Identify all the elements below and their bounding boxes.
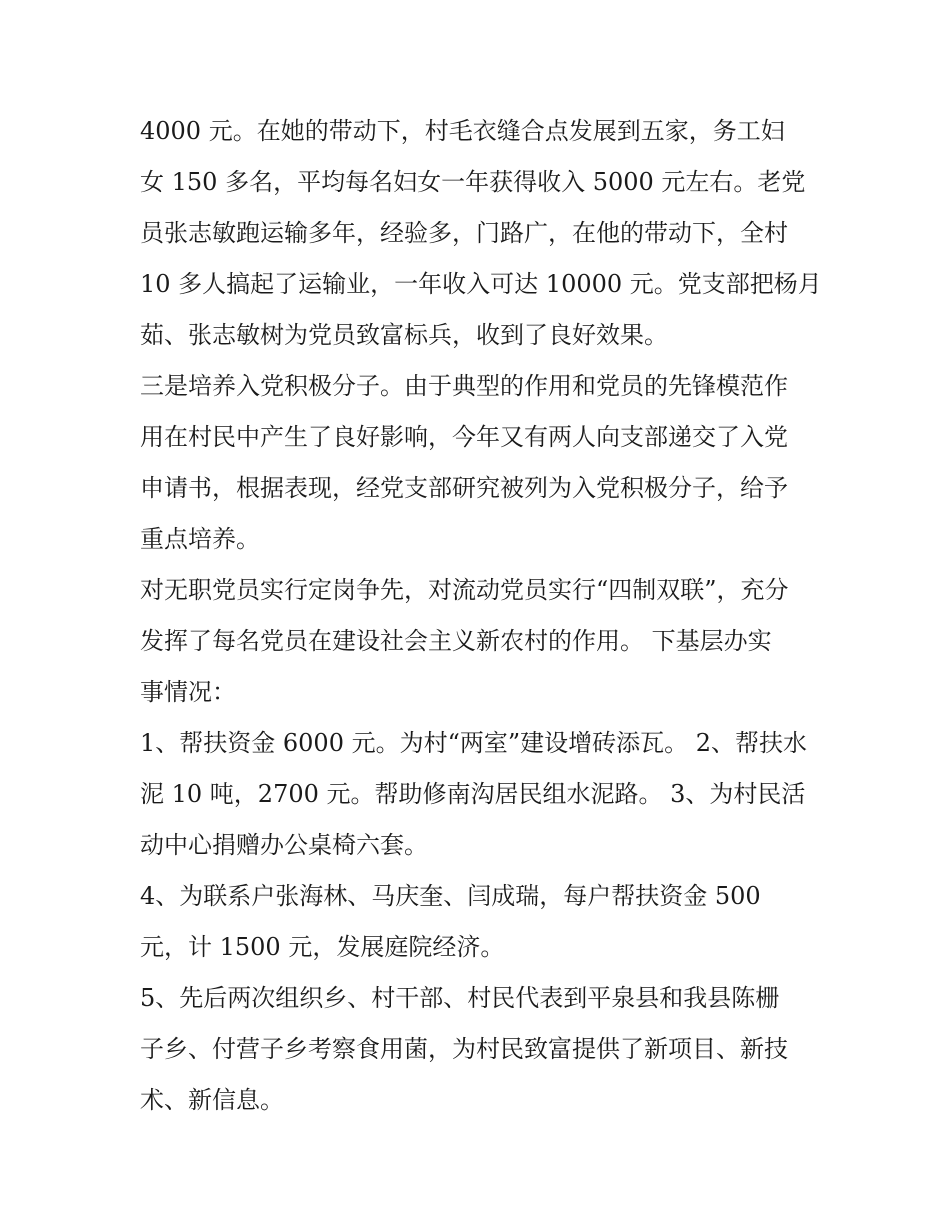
text-line: 4000 元。在她的带动下，村毛衣缝合点发展到五家，务工妇 <box>140 117 785 145</box>
text-line: 10 多人搞起了运输业，一年收入可达 10000 元。党支部把杨月 <box>140 270 822 298</box>
text-line: 1、帮扶资金 6000 元。为村“两室”建设增砖添瓦。 2、帮扶水 <box>140 729 808 757</box>
text-line: 茹、张志敏树为党员致富标兵，收到了良好效果。 <box>140 321 668 349</box>
text-line: 发挥了每名党员在建设社会主义新农村的作用。 下基层办实 <box>140 627 772 655</box>
text-line: 女 150 多名，平均每名妇女一年获得收入 5000 元左右。老党 <box>140 168 806 196</box>
text-line: 4、为联系户张海林、马庆奎、闫成瑞，每户帮扶资金 500 <box>140 882 761 910</box>
text-line: 重点培养。 <box>140 525 260 553</box>
text-line: 对无职党员实行定岗争先，对流动党员实行“四制双联”，充分 <box>140 576 789 604</box>
text-line: 泥 10 吨，2700 元。帮助修南沟居民组水泥路。 3、为村民活 <box>140 780 806 808</box>
text-line: 用在村民中产生了良好影响，今年又有两人向支部递交了入党 <box>140 423 788 451</box>
text-line: 子乡、付营子乡考察食用菌，为村民致富提供了新项目、新技 <box>140 1035 788 1063</box>
document-body <box>140 106 820 1126</box>
text-line: 5、先后两次组织乡、村干部、村民代表到平泉县和我县陈栅 <box>140 984 780 1012</box>
text-line: 三是培养入党积极分子。由于典型的作用和党员的先锋模范作 <box>140 372 788 400</box>
text-line: 事情况： <box>140 678 236 706</box>
text-line: 动中心捐赠办公桌椅六套。 <box>140 831 428 859</box>
text-line: 申请书，根据表现，经党支部研究被列为入党积极分子，给予 <box>140 474 788 502</box>
text-line: 术、新信息。 <box>140 1086 284 1114</box>
text-line: 元，计 1500 元，发展庭院经济。 <box>140 933 505 961</box>
text-line: 员张志敏跑运输多年，经验多，门路广，在他的带动下，全村 <box>140 219 788 247</box>
